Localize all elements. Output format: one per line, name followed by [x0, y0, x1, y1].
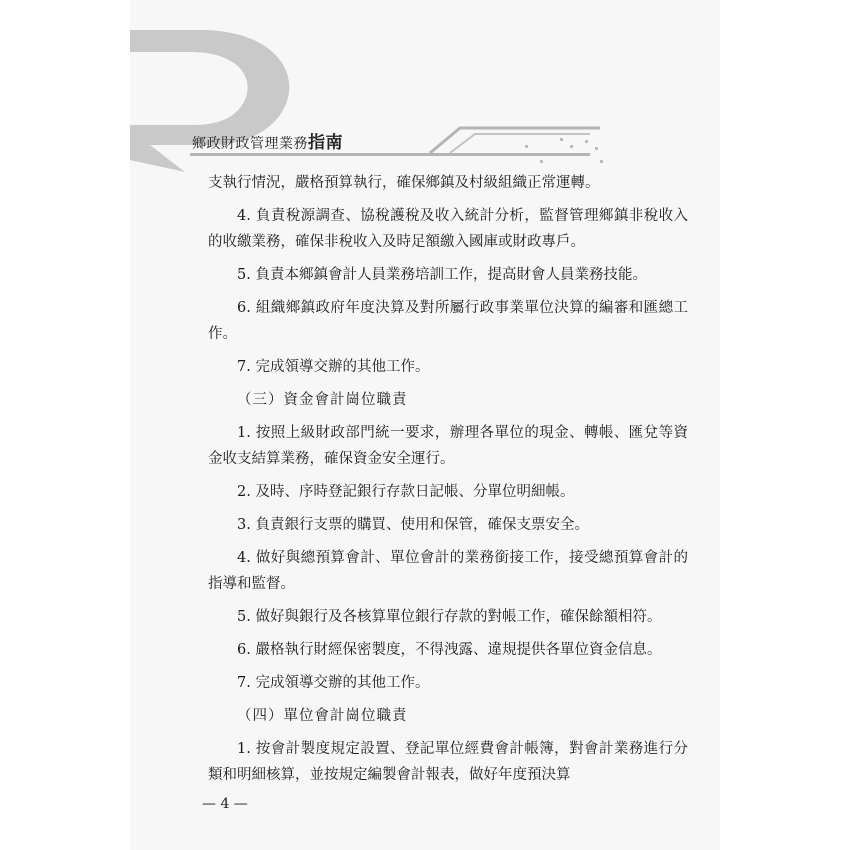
header-title-regular: 鄉政財政管理業務	[192, 136, 308, 152]
page-number: — 4 —	[202, 796, 248, 812]
body-text	[208, 170, 688, 795]
paragraph: 5. 做好與銀行及各核算單位銀行存款的對帳工作，確保餘額相符。	[237, 609, 662, 625]
paragraph: 6. 組織鄉鎮政府年度決算及對所屬行政事業單位決算的編審和匯總工作。	[208, 300, 688, 342]
paragraph: 3. 負責銀行支票的購買、使用和保管，確保支票安全。	[237, 517, 589, 533]
paragraph: 1. 按照上級財政部門統一要求，辦理各單位的現金、轉帳、匯兌等資金收支結算業務，確保資金安全運行。	[208, 425, 688, 467]
header-title-bold: 指南	[308, 133, 343, 153]
book-page	[130, 0, 720, 850]
paragraph: 4. 負責稅源調查、協稅護稅及收入統計分析，監督管理鄉鎮非稅收入的收繳業務，確保非稅收入及時足額繳入國庫或財政專戶。	[208, 208, 688, 250]
section-heading: （四）單位會計崗位職責	[237, 708, 408, 724]
paragraph: 6. 嚴格執行財經保密製度，不得洩露、違規提供各單位資金信息。	[237, 642, 662, 658]
paragraph: 支執行情況，嚴格預算執行，確保鄉鎮及村級組織正常運轉。	[208, 175, 600, 191]
paragraph: 4. 做好與總預算會計、單位會計的業務銜接工作，接受總預算會計的指導和監督。	[208, 550, 688, 592]
paragraph: 7. 完成領導交辦的其他工作。	[237, 675, 430, 691]
section-heading: （三）資金會計崗位職責	[237, 392, 408, 408]
paragraph: 2. 及時、序時登記銀行存款日記帳、分單位明細帳。	[237, 484, 575, 500]
paragraph: 5. 負責本鄉鎮會計人員業務培訓工作，提高財會人員業務技能。	[237, 267, 647, 283]
paragraph: 7. 完成領導交辦的其他工作。	[237, 359, 430, 375]
paragraph: 1. 按會計製度規定設置、登記單位經費會計帳簿，對會計業務進行分類和明細核算，並按規定編製會計報表，做好年度預決算	[208, 741, 688, 783]
running-header	[192, 128, 343, 153]
